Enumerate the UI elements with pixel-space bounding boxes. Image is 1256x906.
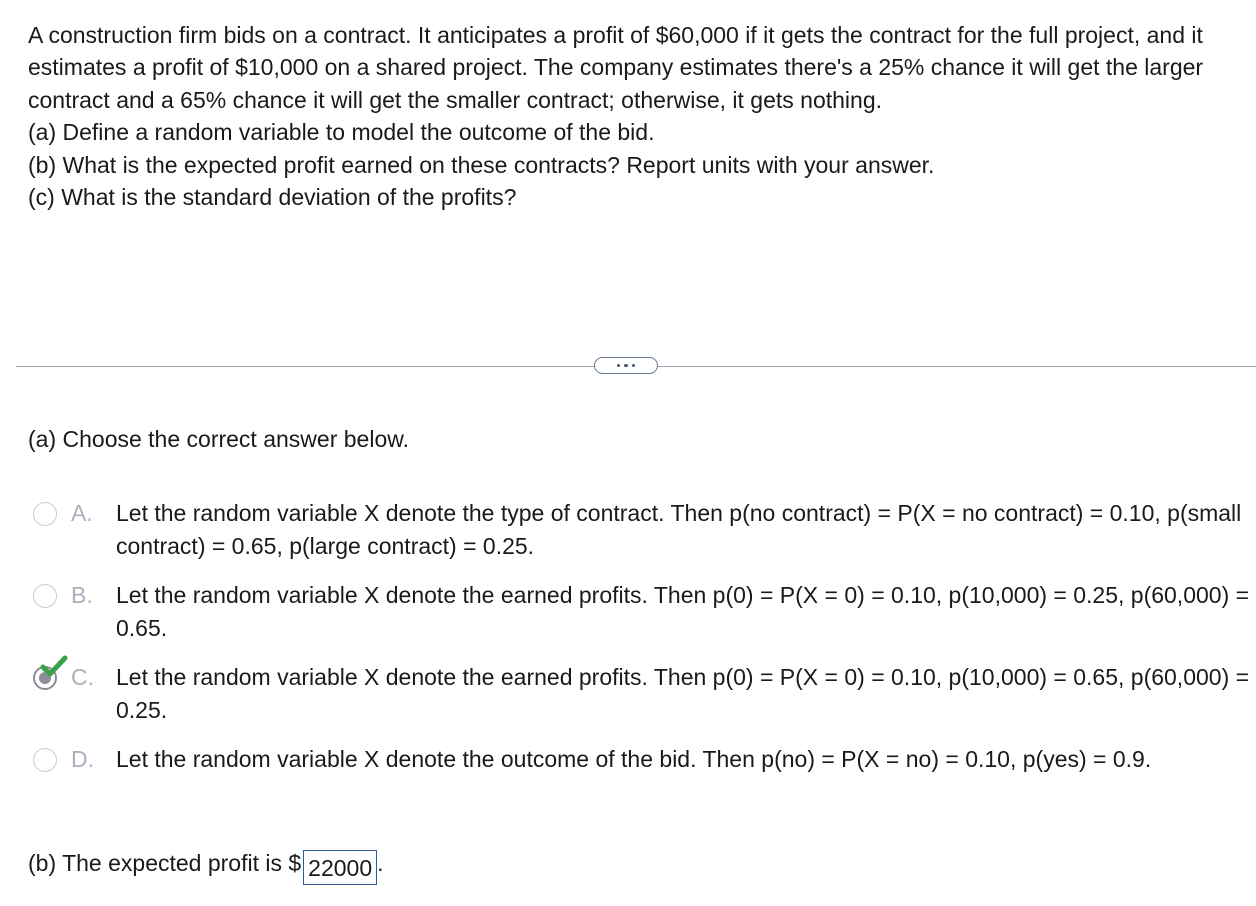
ellipsis-icon bbox=[617, 364, 621, 368]
option-d-text: Let the random variable X denote the outcome of the bid. Then p(no) = P(X = no) = 0.10, p(yes) = 0.9. bbox=[116, 746, 1152, 772]
option-b-text: Let the random variable X denote the earned profits. Then p(0) = P(X = 0) = 0.10, p(10,000) = 0.25, p(60,000) = 0.65. bbox=[116, 582, 1250, 641]
question-part-a: (a) Define a random variable to model the outcome of the bid. bbox=[28, 119, 655, 146]
part-b-suffix: . bbox=[377, 850, 384, 876]
show-more-button[interactable] bbox=[594, 357, 658, 374]
option-a-text: Let the random variable X denote the type of contract. Then p(no contract) = P(X = no contract) = 0.10, p(small contract) = 0.65, p(large contract) = 0.25. bbox=[116, 500, 1242, 559]
part-b-label: (b) The expected profit is $ bbox=[28, 850, 302, 876]
radio-option-b[interactable] bbox=[33, 584, 57, 608]
part-b-answer bbox=[28, 847, 384, 885]
radio-option-d[interactable] bbox=[33, 748, 57, 772]
question-text bbox=[28, 19, 1233, 213]
check-mark-icon bbox=[40, 655, 68, 679]
option-b-letter: B. bbox=[71, 582, 93, 608]
radio-option-a[interactable] bbox=[33, 502, 57, 526]
part-a-prompt: (a) Choose the correct answer below. bbox=[28, 426, 409, 452]
option-c-letter: C. bbox=[71, 664, 94, 690]
question-part-b: (b) What is the expected profit earned on these contracts? Report units with your answer. bbox=[28, 151, 935, 178]
option-d-letter: D. bbox=[71, 746, 94, 772]
question-intro: A construction firm bids on a contract. It anticipates a profit of $60,000 if it gets the contract for the full project, and it estimates a profit of $10,000 on a shared project. The company estimates there's a 25% chance it will get the larger contract and a 65% chance it will get the smaller contract; otherwise, it gets nothing. bbox=[28, 22, 1204, 113]
expected-profit-answer-box[interactable]: 22000 bbox=[303, 850, 377, 885]
option-c-text: Let the random variable X denote the earned profits. Then p(0) = P(X = 0) = 0.10, p(10,000) = 0.65, p(60,000) = 0.25. bbox=[116, 664, 1250, 723]
question-part-c: (c) What is the standard deviation of the profits? bbox=[28, 184, 517, 211]
option-a-letter: A. bbox=[71, 500, 93, 526]
